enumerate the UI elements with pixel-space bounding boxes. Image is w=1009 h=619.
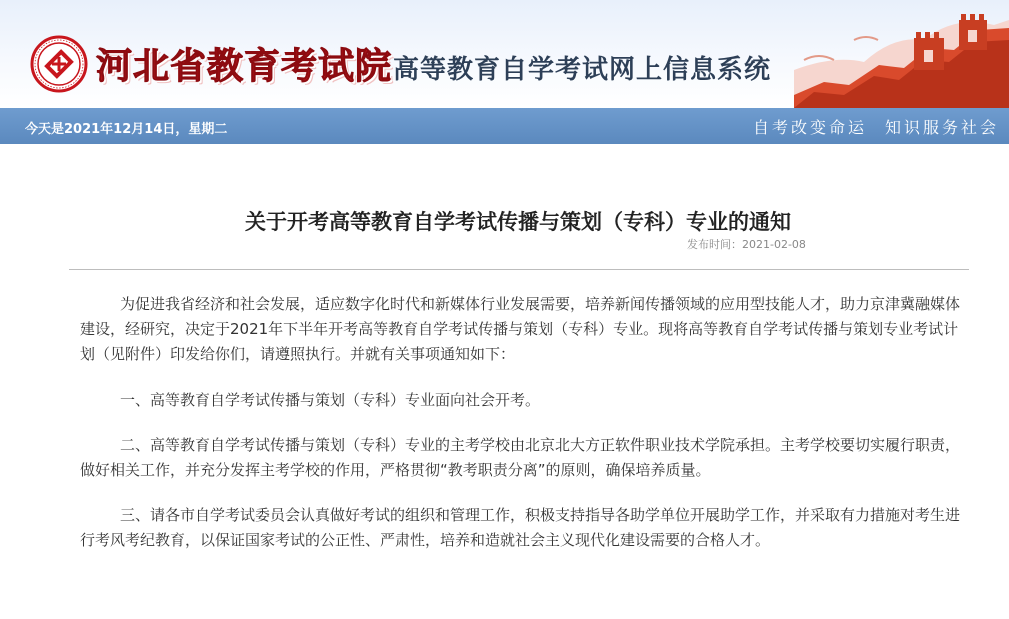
article-paragraph-2: 一、高等教育自学考试传播与策划（专科）专业面向社会开考。 <box>120 391 541 409</box>
article-paragraph-3: 二、高等教育自学考试传播与策划（专科）专业的主考学校由北京北大方正软件职业技术学院承担。主考学校要切实履行职责，做好相关工作，并充分发挥主考学校的作用，严格贯彻“教考职责分离”的原则，确保培养质量。 <box>80 436 961 479</box>
publish-label: 发布时间： <box>687 238 742 251</box>
article-body <box>80 292 960 553</box>
site-name-logo[interactable]: 河北省教育考试院 <box>96 46 393 87</box>
article-paragraph-1: 为促进我省经济和社会发展，适应数字化时代和新媒体行业发展需要，培养新闻传播领域的应用型技能人才，助力京津冀融媒体建设，经研究，决定于2021年下半年开考高等教育自学考试传播与策划（专科）专业。现将高等教育自学考试传播与策划专业考试计划（见附件）印发给你们，请遵照执行。并就有关事项通知如下： <box>80 295 961 363</box>
article-paragraph-4: 三、请各市自学考试委员会认真做好考试的组织和管理工作，积极支持指导各助学单位开展助学工作，并采取有力措施对考生进行考风考纪教育，以保证国家考试的公正性、严肃性，培养和造就社会主义现代化建设需要的合格人才。 <box>80 506 961 549</box>
system-name: 高等教育自学考试网上信息系统 <box>393 55 772 85</box>
great-wall-illustration <box>794 0 1009 108</box>
title-divider <box>69 269 969 270</box>
article-title: 关于开考高等教育自学考试传播与策划（专科）专业的通知 <box>245 210 791 234</box>
current-date: 今天是2021年12月14日，星期二 <box>25 122 228 137</box>
publish-date: 2021-02-08 <box>742 238 806 251</box>
slogans <box>735 115 999 138</box>
exam-institute-seal-icon[interactable] <box>30 35 88 93</box>
publish-info <box>687 236 806 252</box>
site-header <box>0 0 1009 108</box>
slogan-1: 自考改变命运 <box>752 118 867 137</box>
slogan-2: 知识服务社会 <box>884 118 999 137</box>
top-info-bar <box>0 108 1009 144</box>
